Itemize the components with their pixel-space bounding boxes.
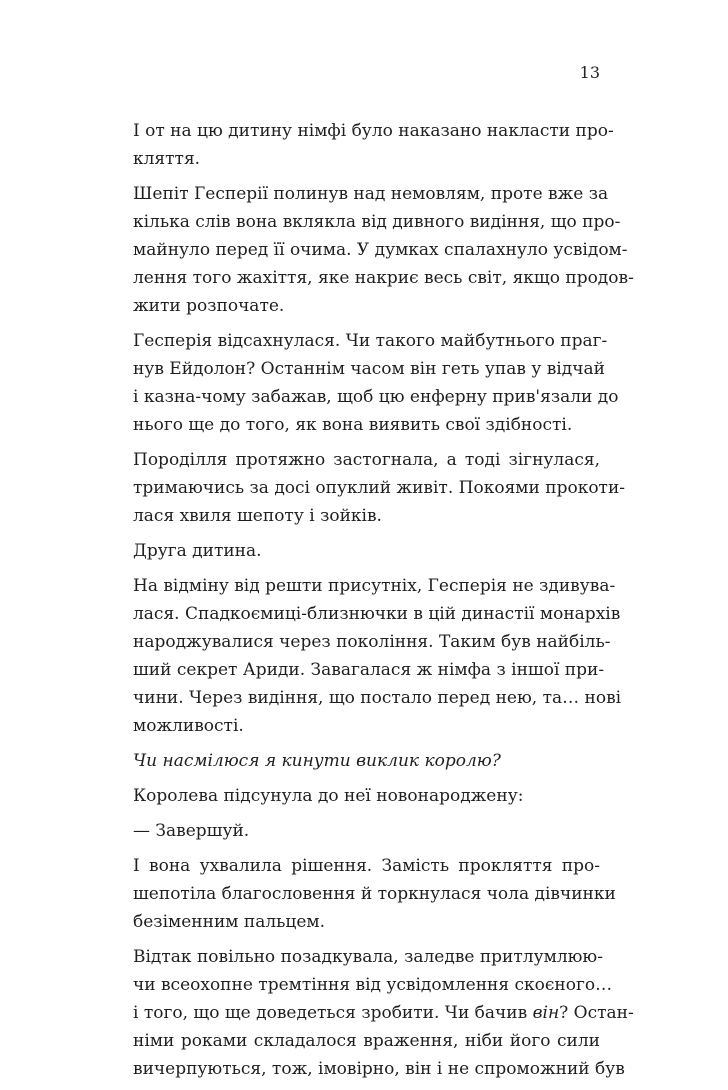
body-text <box>133 117 634 1090</box>
paragraph-8 <box>133 782 600 810</box>
paragraph-10 <box>133 852 616 936</box>
text-line: чи всеохопне тремтіння від усвідомлення скоєного… <box>133 975 613 995</box>
text-line: Друга дитина. <box>133 541 262 561</box>
paragraph-4 <box>133 446 626 530</box>
text-line: шепотіла благословення й торкнулася чола дівчинки <box>133 884 616 904</box>
paragraph-3 <box>133 327 619 439</box>
page-number: 13 <box>579 63 600 82</box>
paragraph-5 <box>133 537 600 565</box>
paragraph-7-thought <box>133 747 600 775</box>
text-line: німи роками складалося враження, ніби його сили <box>133 1031 600 1051</box>
text-line-mixed <box>133 999 634 1027</box>
paragraph-11 <box>133 943 634 1083</box>
paragraph-2 <box>133 180 634 320</box>
text-line: Шепіт Гесперії полинув над немовлям, проте вже за <box>133 184 609 204</box>
text-line: безіменним пальцем. <box>133 912 326 932</box>
text-line: кляття. <box>133 149 201 169</box>
text-line: чини. Через видіння, що постало перед нею, та… нові <box>133 688 622 708</box>
text-line: лення того жахіття, яке накриє весь світ, якщо продов- <box>133 268 634 288</box>
text-line: жити розпочате. <box>133 296 285 316</box>
text-line: І от на цю дитину німфі було наказано накласти про- <box>133 121 614 141</box>
text-line: Чи насмілюся я кинути виклик королю? <box>133 751 501 771</box>
text-line: кілька слів вона вклякла від дивного видіння, що про- <box>133 212 621 232</box>
paragraph-9-dialogue <box>133 817 600 845</box>
text-line: нув Ейдолон? Останнім часом він геть упав у відчай <box>133 359 605 379</box>
text-line: Відтак повільно позадкувала, заледве притлумлюю- <box>133 947 603 967</box>
text-segment: і того, що ще доведеться зробити. Чи бачив <box>133 1003 533 1023</box>
text-line: майнуло перед її очима. У думках спалахнуло усвідом- <box>133 240 628 260</box>
text-line: — Завершуй. <box>133 821 250 841</box>
text-line: Королева підсунула до неї новонароджену: <box>133 786 524 806</box>
text-line: лася хвиля шепоту і зойків. <box>133 506 382 526</box>
paragraph-6 <box>133 572 622 740</box>
text-segment: ? Остан- <box>559 1003 634 1023</box>
text-line: На відміну від решти присутніх, Гесперія не здивува- <box>133 576 616 596</box>
text-line: Породілля протяжно застогнала, а тоді зігнулася, <box>133 450 600 470</box>
text-line: лася. Спадкоємиці-близнючки в цій династії монархів <box>133 604 621 624</box>
text-line: Гесперія відсахнулася. Чи такого майбутнього праг- <box>133 331 608 351</box>
text-line: ший секрет Ариди. Завагалася ж німфа з іншої при- <box>133 660 605 680</box>
text-line: народжувалися через покоління. Таким був найбіль- <box>133 632 611 652</box>
emphasis-text: він <box>532 1003 560 1023</box>
text-line: вичерпуються, тож, імовірно, він і не спроможний був <box>133 1059 625 1079</box>
text-line: І вона ухвалила рішення. Замість прокляття про- <box>133 856 600 876</box>
text-line: і казна-чому забажав, щоб цю енферну прив'язали до <box>133 387 619 407</box>
text-line: нього ще до того, як вона виявить свої здібності. <box>133 415 573 435</box>
text-line: тримаючись за досі опуклий живіт. Покоями прокоти- <box>133 478 626 498</box>
paragraph-1 <box>133 117 614 173</box>
text-line: можливості. <box>133 716 244 736</box>
